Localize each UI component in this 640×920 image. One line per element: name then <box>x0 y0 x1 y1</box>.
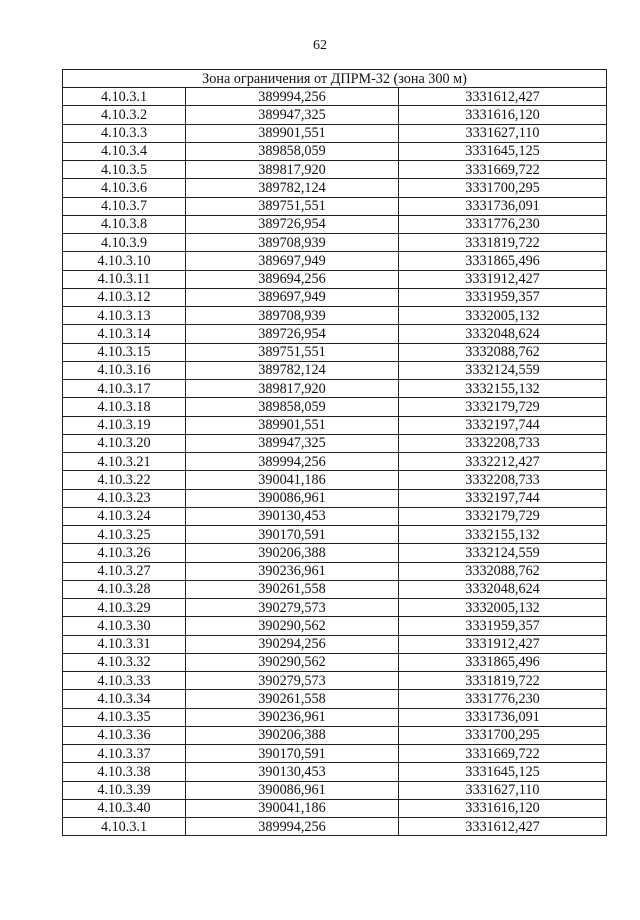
y-coordinate-cell: 3331959,357 <box>399 288 607 306</box>
point-number-cell: 4.10.3.9 <box>63 234 186 252</box>
y-coordinate-cell: 3332208,733 <box>399 471 607 489</box>
point-number-cell: 4.10.3.28 <box>63 580 186 598</box>
x-coordinate-cell: 390279,573 <box>186 599 399 617</box>
y-coordinate-cell: 3331645,125 <box>399 142 607 160</box>
x-coordinate-cell: 389901,551 <box>186 416 399 434</box>
table-row <box>63 88 607 106</box>
point-number-cell: 4.10.3.25 <box>63 526 186 544</box>
x-coordinate-cell: 389726,954 <box>186 215 399 233</box>
table-row <box>63 781 607 799</box>
table-row <box>63 124 607 142</box>
y-coordinate-cell: 3331669,722 <box>399 745 607 763</box>
table-row <box>63 398 607 416</box>
table-row <box>63 526 607 544</box>
x-coordinate-cell: 389947,325 <box>186 434 399 452</box>
point-number-cell: 4.10.3.3 <box>63 124 186 142</box>
x-coordinate-cell: 390130,453 <box>186 763 399 781</box>
y-coordinate-cell: 3332155,132 <box>399 380 607 398</box>
x-coordinate-cell: 389782,124 <box>186 361 399 379</box>
y-coordinate-cell: 3332124,559 <box>399 361 607 379</box>
point-number-cell: 4.10.3.21 <box>63 453 186 471</box>
point-number-cell: 4.10.3.39 <box>63 781 186 799</box>
y-coordinate-cell: 3331612,427 <box>399 88 607 106</box>
table-row <box>63 690 607 708</box>
point-number-cell: 4.10.3.10 <box>63 252 186 270</box>
x-coordinate-cell: 389901,551 <box>186 124 399 142</box>
table-row <box>63 234 607 252</box>
y-coordinate-cell: 3332155,132 <box>399 526 607 544</box>
x-coordinate-cell: 389697,949 <box>186 252 399 270</box>
x-coordinate-cell: 390130,453 <box>186 507 399 525</box>
table-row <box>63 106 607 124</box>
point-number-cell: 4.10.3.31 <box>63 635 186 653</box>
x-coordinate-cell: 389817,920 <box>186 380 399 398</box>
point-number-cell: 4.10.3.12 <box>63 288 186 306</box>
x-coordinate-cell: 390294,256 <box>186 635 399 653</box>
point-number-cell: 4.10.3.40 <box>63 799 186 817</box>
point-number-cell: 4.10.3.11 <box>63 270 186 288</box>
table-row <box>63 653 607 671</box>
point-number-cell: 4.10.3.29 <box>63 599 186 617</box>
table-row <box>63 215 607 233</box>
point-number-cell: 4.10.3.15 <box>63 343 186 361</box>
table-row <box>63 562 607 580</box>
table-row <box>63 380 607 398</box>
coordinates-table <box>62 69 607 836</box>
point-number-cell: 4.10.3.8 <box>63 215 186 233</box>
table-row <box>63 325 607 343</box>
point-number-cell: 4.10.3.18 <box>63 398 186 416</box>
table-row <box>63 142 607 160</box>
y-coordinate-cell: 3331627,110 <box>399 124 607 142</box>
table-row <box>63 416 607 434</box>
y-coordinate-cell: 3332197,744 <box>399 489 607 507</box>
point-number-cell: 4.10.3.16 <box>63 361 186 379</box>
point-number-cell: 4.10.3.33 <box>63 672 186 690</box>
point-number-cell: 4.10.3.7 <box>63 197 186 215</box>
point-number-cell: 4.10.3.5 <box>63 161 186 179</box>
x-coordinate-cell: 390206,388 <box>186 726 399 744</box>
y-coordinate-cell: 3332179,729 <box>399 398 607 416</box>
y-coordinate-cell: 3332088,762 <box>399 562 607 580</box>
point-number-cell: 4.10.3.6 <box>63 179 186 197</box>
x-coordinate-cell: 390261,558 <box>186 690 399 708</box>
table-row <box>63 343 607 361</box>
table-row <box>63 197 607 215</box>
y-coordinate-cell: 3331819,722 <box>399 672 607 690</box>
x-coordinate-cell: 389817,920 <box>186 161 399 179</box>
x-coordinate-cell: 389708,939 <box>186 234 399 252</box>
table-row <box>63 507 607 525</box>
point-number-cell: 4.10.3.23 <box>63 489 186 507</box>
table-row <box>63 745 607 763</box>
y-coordinate-cell: 3331612,427 <box>399 818 607 836</box>
point-number-cell: 4.10.3.13 <box>63 307 186 325</box>
x-coordinate-cell: 390290,562 <box>186 653 399 671</box>
y-coordinate-cell: 3331616,120 <box>399 106 607 124</box>
point-number-cell: 4.10.3.4 <box>63 142 186 160</box>
y-coordinate-cell: 3332048,624 <box>399 580 607 598</box>
x-coordinate-cell: 389708,939 <box>186 307 399 325</box>
x-coordinate-cell: 389782,124 <box>186 179 399 197</box>
x-coordinate-cell: 390279,573 <box>186 672 399 690</box>
table-row <box>63 763 607 781</box>
point-number-cell: 4.10.3.24 <box>63 507 186 525</box>
x-coordinate-cell: 389858,059 <box>186 142 399 160</box>
table-row <box>63 471 607 489</box>
x-coordinate-cell: 390290,562 <box>186 617 399 635</box>
x-coordinate-cell: 390206,388 <box>186 544 399 562</box>
y-coordinate-cell: 3332212,427 <box>399 453 607 471</box>
table-row <box>63 270 607 288</box>
x-coordinate-cell: 390236,961 <box>186 562 399 580</box>
table-row <box>63 161 607 179</box>
y-coordinate-cell: 3331736,091 <box>399 197 607 215</box>
table-row <box>63 599 607 617</box>
x-coordinate-cell: 390041,186 <box>186 799 399 817</box>
table-row <box>63 288 607 306</box>
table-row <box>63 708 607 726</box>
x-coordinate-cell: 389994,256 <box>186 818 399 836</box>
y-coordinate-cell: 3331700,295 <box>399 179 607 197</box>
table-row <box>63 453 607 471</box>
y-coordinate-cell: 3332005,132 <box>399 599 607 617</box>
x-coordinate-cell: 390261,558 <box>186 580 399 598</box>
table-row <box>63 489 607 507</box>
y-coordinate-cell: 3331912,427 <box>399 635 607 653</box>
point-number-cell: 4.10.3.1 <box>63 88 186 106</box>
y-coordinate-cell: 3331776,230 <box>399 690 607 708</box>
point-number-cell: 4.10.3.34 <box>63 690 186 708</box>
point-number-cell: 4.10.3.2 <box>63 106 186 124</box>
y-coordinate-cell: 3331700,295 <box>399 726 607 744</box>
x-coordinate-cell: 389858,059 <box>186 398 399 416</box>
table-row <box>63 307 607 325</box>
y-coordinate-cell: 3331627,110 <box>399 781 607 799</box>
x-coordinate-cell: 389694,256 <box>186 270 399 288</box>
x-coordinate-cell: 389947,325 <box>186 106 399 124</box>
table-row <box>63 434 607 452</box>
x-coordinate-cell: 389751,551 <box>186 343 399 361</box>
point-number-cell: 4.10.3.22 <box>63 471 186 489</box>
point-number-cell: 4.10.3.14 <box>63 325 186 343</box>
y-coordinate-cell: 3332005,132 <box>399 307 607 325</box>
table-title-row <box>63 70 607 88</box>
point-number-cell: 4.10.3.38 <box>63 763 186 781</box>
y-coordinate-cell: 3331912,427 <box>399 270 607 288</box>
x-coordinate-cell: 390236,961 <box>186 708 399 726</box>
y-coordinate-cell: 3331645,125 <box>399 763 607 781</box>
x-coordinate-cell: 389697,949 <box>186 288 399 306</box>
table-row <box>63 361 607 379</box>
y-coordinate-cell: 3332179,729 <box>399 507 607 525</box>
point-number-cell: 4.10.3.35 <box>63 708 186 726</box>
y-coordinate-cell: 3331865,496 <box>399 252 607 270</box>
y-coordinate-cell: 3332208,733 <box>399 434 607 452</box>
point-number-cell: 4.10.3.19 <box>63 416 186 434</box>
y-coordinate-cell: 3332197,744 <box>399 416 607 434</box>
x-coordinate-cell: 389994,256 <box>186 453 399 471</box>
table-row <box>63 179 607 197</box>
x-coordinate-cell: 389751,551 <box>186 197 399 215</box>
y-coordinate-cell: 3332088,762 <box>399 343 607 361</box>
y-coordinate-cell: 3331669,722 <box>399 161 607 179</box>
point-number-cell: 4.10.3.32 <box>63 653 186 671</box>
table-title: Зона ограничения от ДПРМ-32 (зона 300 м) <box>63 70 607 88</box>
point-number-cell: 4.10.3.37 <box>63 745 186 763</box>
table-row <box>63 617 607 635</box>
table-row <box>63 672 607 690</box>
point-number-cell: 4.10.3.26 <box>63 544 186 562</box>
table-row <box>63 726 607 744</box>
y-coordinate-cell: 3332048,624 <box>399 325 607 343</box>
point-number-cell: 4.10.3.36 <box>63 726 186 744</box>
point-number-cell: 4.10.3.20 <box>63 434 186 452</box>
x-coordinate-cell: 390086,961 <box>186 489 399 507</box>
x-coordinate-cell: 389726,954 <box>186 325 399 343</box>
point-number-cell: 4.10.3.17 <box>63 380 186 398</box>
table-row <box>63 580 607 598</box>
y-coordinate-cell: 3331736,091 <box>399 708 607 726</box>
x-coordinate-cell: 390170,591 <box>186 526 399 544</box>
y-coordinate-cell: 3331776,230 <box>399 215 607 233</box>
y-coordinate-cell: 3331865,496 <box>399 653 607 671</box>
page-number: 62 <box>313 38 327 53</box>
x-coordinate-cell: 390041,186 <box>186 471 399 489</box>
x-coordinate-cell: 390086,961 <box>186 781 399 799</box>
y-coordinate-cell: 3331959,357 <box>399 617 607 635</box>
table-row <box>63 544 607 562</box>
point-number-cell: 4.10.3.30 <box>63 617 186 635</box>
table-row <box>63 818 607 836</box>
point-number-cell: 4.10.3.27 <box>63 562 186 580</box>
table-row <box>63 252 607 270</box>
x-coordinate-cell: 390170,591 <box>186 745 399 763</box>
y-coordinate-cell: 3331616,120 <box>399 799 607 817</box>
y-coordinate-cell: 3331819,722 <box>399 234 607 252</box>
table-row <box>63 635 607 653</box>
x-coordinate-cell: 389994,256 <box>186 88 399 106</box>
table-row <box>63 799 607 817</box>
y-coordinate-cell: 3332124,559 <box>399 544 607 562</box>
coordinates-table-body <box>63 70 607 836</box>
point-number-cell: 4.10.3.1 <box>63 818 186 836</box>
